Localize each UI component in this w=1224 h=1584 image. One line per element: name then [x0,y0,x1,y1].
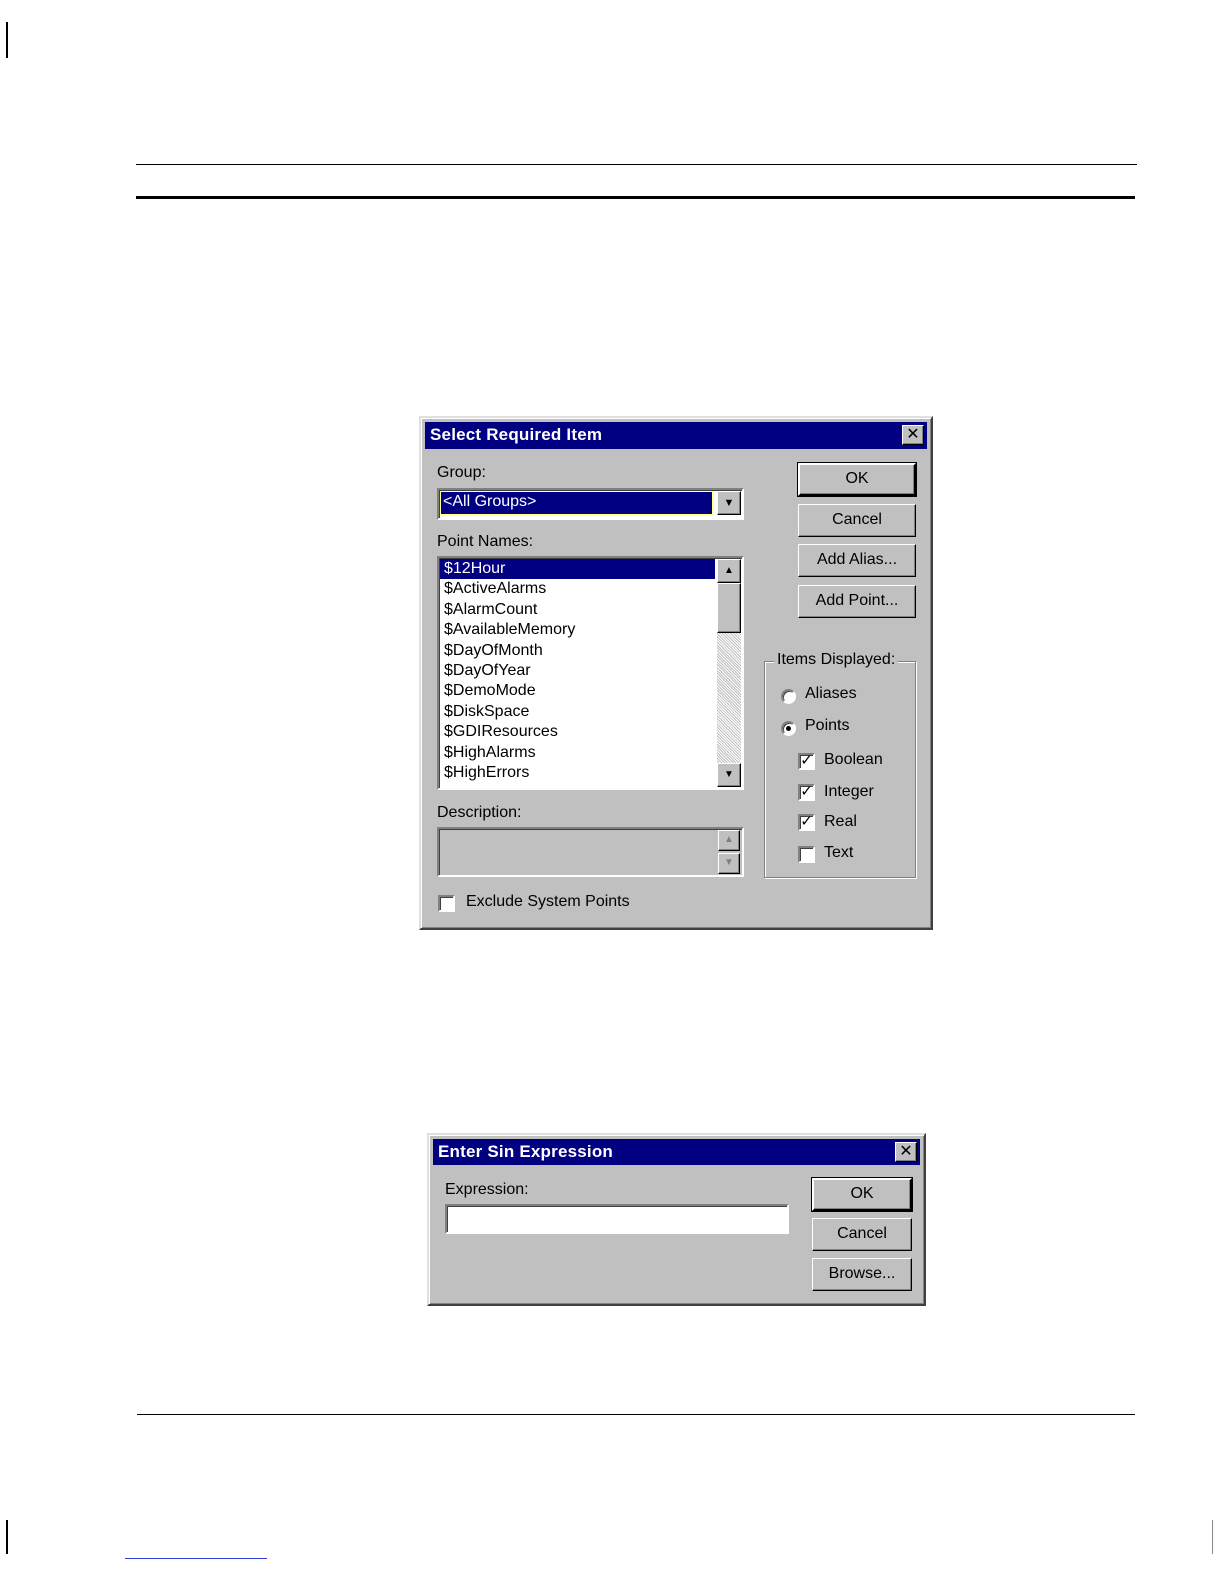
close-button[interactable]: ✕ [902,425,924,445]
group-combobox-value [441,492,712,514]
points-label[interactable]: Points [805,717,850,734]
arrow-down-icon: ▼ [724,769,734,780]
crop-mark-bottom-right [1212,1520,1213,1554]
arrow-up-icon: ▲ [724,834,734,845]
point-names-list [440,559,715,783]
list-item[interactable]: $ActiveAlarms [444,580,547,598]
group-combobox-text: <All Groups> [443,493,537,510]
dialog-title: Enter Sin Expression [438,1142,613,1161]
group-dropdown-button[interactable] [717,491,741,515]
boolean-checkbox[interactable] [798,753,815,770]
header-rule-thin [136,164,1137,165]
chevron-down-icon: ▼ [723,497,735,509]
list-item[interactable]: $DayOfMonth [444,641,543,659]
arrow-down-icon: ▼ [724,857,734,868]
items-displayed-group [764,651,916,878]
real-label[interactable]: Real [824,813,857,830]
list-item[interactable]: $DiskSpace [444,702,530,720]
browse-button[interactable]: Browse... [812,1258,912,1291]
check-icon: ✓ [800,752,813,769]
text-label[interactable]: Text [824,844,854,861]
ok-button[interactable]: OK [812,1178,912,1211]
arrow-up-icon: ▲ [724,565,734,576]
scroll-up-button[interactable] [717,559,741,583]
list-item[interactable]: $AlarmCount [444,600,538,618]
footer-rule [137,1414,1135,1415]
cancel-button[interactable]: Cancel [812,1218,912,1251]
dialog-title: Select Required Item [430,425,603,444]
cancel-button[interactable]: Cancel [798,504,916,537]
group-label: Group: [437,464,486,481]
description-scroll-up[interactable] [718,830,740,851]
list-item[interactable]: $HighErrors [444,763,530,781]
select-required-item-dialog [419,416,933,930]
add-point-button[interactable]: Add Point... [798,585,916,618]
description-label: Description: [437,804,522,821]
title-bar[interactable] [425,422,927,449]
aliases-radio[interactable] [781,689,796,704]
point-names-label: Point Names: [437,533,534,550]
check-icon: ✓ [800,813,813,830]
crop-mark-bottom-left [6,1520,8,1554]
footer-link-underline [125,1558,267,1559]
add-alias-button[interactable]: Add Alias... [798,544,916,577]
enter-sin-expression-dialog [427,1133,926,1306]
title-bar[interactable] [433,1139,920,1165]
group-combobox[interactable] [437,488,744,520]
aliases-label[interactable]: Aliases [805,685,857,702]
scroll-thumb[interactable] [717,583,741,633]
ok-button[interactable]: OK [798,463,916,496]
points-radio[interactable] [781,721,796,736]
header-rule-thick [136,196,1135,199]
list-item[interactable]: $AvailableMemory [444,621,576,639]
point-names-scrollbar[interactable] [717,559,741,787]
scroll-down-button[interactable] [717,763,741,787]
expression-label: Expression: [445,1181,529,1198]
description-field[interactable] [437,827,744,877]
radio-dot-icon [786,726,791,731]
check-icon: ✓ [800,783,813,800]
close-button[interactable]: ✕ [895,1142,917,1162]
text-checkbox[interactable] [798,846,815,863]
crop-mark-top-left [6,22,8,58]
description-scroll-down[interactable] [718,853,740,874]
integer-checkbox[interactable] [798,784,815,801]
list-item[interactable]: $HighAlarms [444,743,536,761]
items-displayed-label: Items Displayed: [774,651,898,669]
exclude-system-points-label[interactable]: Exclude System Points [466,893,630,910]
point-names-listbox[interactable] [437,556,744,790]
list-item[interactable]: $12Hour [440,559,715,579]
list-item[interactable]: $DemoMode [444,682,536,700]
list-item[interactable]: $GDIResources [444,723,558,741]
real-checkbox[interactable] [798,814,815,831]
integer-label[interactable]: Integer [824,783,874,800]
boolean-label[interactable]: Boolean [824,751,883,768]
list-item[interactable]: $DayOfYear [444,661,531,679]
expression-input[interactable] [445,1204,789,1234]
exclude-system-points-checkbox[interactable] [438,895,455,912]
